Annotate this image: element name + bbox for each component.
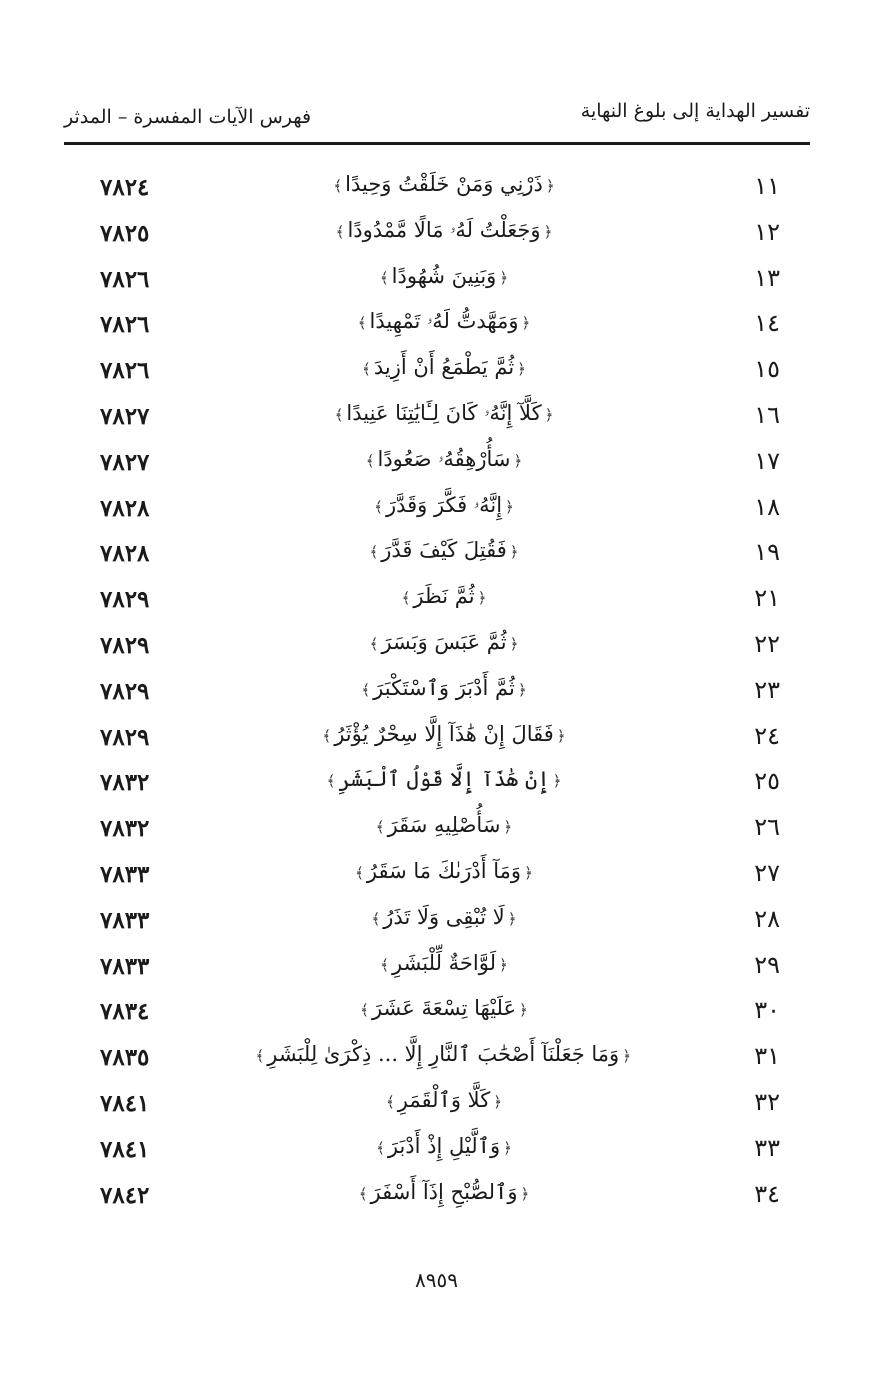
ornate-bracket-close-icon: ﴾ [365,451,375,470]
ornate-bracket-open-icon: ﴿ [545,177,555,195]
verse-number: ١٤ [754,309,780,338]
verse-words: ثُمَّ نَظَرَ [413,584,475,609]
page-reference: ٧٨٢٩ [100,631,150,659]
verse-number: ٢٧ [754,858,780,887]
page-reference: ٧٨٢٨ [100,494,150,522]
verse-index-table [64,166,810,1219]
verse-words: وَبَنِينَ شُهُودًا [391,263,497,288]
verse-number: ٢٦ [754,813,780,842]
section-title: فهرس الآيات المفسرة – المدثر [64,106,312,128]
verse-number: ٢١ [754,584,780,613]
ornate-bracket-close-icon: ﴾ [369,543,379,562]
ornate-bracket-close-icon: ﴾ [369,634,379,653]
ornate-bracket-close-icon: ﴾ [335,222,345,241]
verse-words: ذَرْنِي وَمَنْ خَلَقْتُ وَحِيدًا [345,172,543,196]
verse-words: كَلَّا وَٱلْقَمَرِ [397,1087,491,1112]
page-reference: ٧٨٣٢ [100,815,150,843]
verse-text [254,722,634,746]
ornate-bracket-close-icon: ﴾ [255,1047,265,1066]
page-reference: ٧٨٢٦ [100,265,150,293]
verse-text [254,676,634,700]
verse-number: ٣١ [754,1042,780,1071]
verse-number: ٢٥ [754,767,780,796]
ornate-bracket-open-icon: ﴿ [477,589,487,608]
verse-words: وَٱلَّيْلِ إِذْ أَدْبَرَ [387,1133,501,1158]
page-header [64,96,810,145]
ornate-bracket-close-icon: ﴾ [355,863,364,882]
verse-text [254,1180,634,1204]
verse-number: ١١ [754,172,780,200]
page-reference: ٧٨٢٨ [100,540,150,568]
verse-text [254,401,634,426]
ornate-bracket-open-icon: ﴿ [503,1138,512,1157]
ornate-bracket-close-icon: ﴾ [376,1138,385,1157]
index-row [64,532,810,578]
verse-number: ١٧ [754,446,780,475]
index-row [64,716,810,762]
index-row [64,899,810,945]
page-reference: ٧٨٤٢ [100,1181,150,1209]
ornate-bracket-open-icon: ﴿ [517,680,527,699]
index-row [64,853,810,899]
index-row [64,1036,810,1082]
verse-number: ٣٢ [754,1087,780,1116]
ornate-bracket-close-icon: ﴾ [361,680,371,699]
verse-words: عَلَيْهَا تِسْعَةَ عَشَرَ [371,996,517,1021]
verse-words: إِنَّهُۥ فَكَّرَ وَقَدَّرَ [385,492,503,517]
ornate-bracket-open-icon: ﴿ [509,543,519,562]
ornate-bracket-close-icon: ﴾ [360,1001,369,1020]
verse-words: فَقُتِلَ كَيْفَ قَدَّرَ [381,538,507,563]
index-row [64,945,810,991]
verse-words: كَلَّآ إِنَّهُۥ كَانَ لِـَٔايَٰتِنَا عَنِيدًا [346,400,542,425]
ornate-bracket-open-icon: ﴿ [503,818,513,837]
index-row [64,487,810,533]
verse-words: إِنْ هَٰذَآ إِلَّا قَوْلُ ٱلْبَشَرِ [338,767,550,792]
ornate-bracket-close-icon: ﴾ [333,177,343,195]
ornate-bracket-close-icon: ﴾ [386,1092,395,1111]
ornate-bracket-open-icon: ﴿ [493,1092,502,1111]
ornate-bracket-close-icon: ﴾ [401,589,411,608]
ornate-bracket-open-icon: ﴿ [509,634,519,653]
verse-words: وَمَآ أَدْرَىٰكَ مَا سَقَرُ [366,858,522,883]
verse-text [254,1134,634,1158]
ornate-bracket-close-icon: ﴾ [375,818,385,837]
page-reference: ٧٨٣٣ [100,952,150,980]
page-reference: ٧٨٢٧ [100,402,150,430]
verse-number: ١٨ [754,492,780,521]
verse-words: ثُمَّ عَبَسَ وَبَسَرَ [381,629,507,654]
ornate-bracket-open-icon: ﴿ [519,1001,528,1020]
ornate-bracket-open-icon: ﴿ [505,497,514,516]
page-reference: ٧٨٤١ [100,1089,150,1117]
page-reference: ٧٨٣٣ [100,860,150,888]
verse-number: ١٥ [754,355,780,384]
verse-number: ١٢ [754,217,780,246]
verse-text [254,859,634,883]
ornate-bracket-open-icon: ﴿ [499,955,508,974]
verse-number: ٣٣ [754,1133,780,1162]
ornate-bracket-close-icon: ﴾ [362,360,371,379]
verse-text [254,813,634,837]
ornate-bracket-open-icon: ﴿ [517,360,526,379]
verse-words: وَٱلصُّبْحِ إِذَآ أَسْفَرَ [370,1179,518,1204]
page-reference: ٧٨٣٢ [100,769,150,797]
ornate-bracket-close-icon: ﴾ [374,497,383,516]
verse-words: ثُمَّ أَدْبَرَ وَٱسْتَكْبَرَ [373,675,515,700]
verse-text [254,172,634,196]
page-reference: ٧٨٢٩ [100,677,150,705]
verse-words: وَمَهَّدتُّ لَهُۥ تَمْهِيدًا [369,309,519,334]
index-row [64,761,810,807]
verse-number: ٢٨ [754,904,780,933]
page-reference: ٧٨٢٦ [100,357,150,385]
verse-words: سَأُرْهِقُهُۥ صَعُودًا [377,446,511,471]
verse-words: وَجَعَلْتُ لَهُۥ مَالًا مَّمْدُودًا [347,217,541,242]
ornate-bracket-close-icon: ﴾ [322,726,332,745]
page-reference: ٧٨٢٩ [100,586,150,614]
book-title: تفسير الهداية إلى بلوغ النهاية [580,100,810,122]
verse-words: ثُمَّ يَطْمَعُ أَنْ أَزِيدَ [373,355,515,380]
verse-words: لَوَّاحَةٌ لِّلْبَشَرِ [391,950,496,975]
verse-text [254,996,634,1020]
page-reference: ٧٨٣٤ [100,998,150,1026]
index-row [64,441,810,487]
verse-words: لَا تُبْقِى وَلَا تَذَرُ [383,904,505,929]
verse-text [254,1088,634,1112]
verse-words: فَقَالَ إِنْ هَٰذَآ إِلَّا سِحْرٌ يُؤْثَرُ [334,721,554,746]
page-number: ٨٩٥٩ [415,1268,458,1292]
index-row [64,807,810,853]
verse-number: ١٦ [754,400,780,429]
verse-text [254,951,634,975]
verse-number: ٢٢ [754,629,780,658]
index-row [64,1082,810,1128]
verse-text [254,264,634,288]
verse-text [254,767,634,791]
index-row [64,258,810,304]
verse-text [254,355,634,379]
page-reference: ٧٨٢٥ [100,219,150,247]
index-row [64,166,810,212]
verse-text [254,538,634,562]
index-row [64,1174,810,1220]
verse-text [254,905,634,929]
page-reference: ٧٨٣٣ [100,906,150,934]
verse-number: ٣٠ [754,996,780,1025]
index-row [64,349,810,395]
verse-text [254,630,634,654]
verse-number: ١٣ [754,263,780,292]
ornate-bracket-open-icon: ﴿ [499,268,509,287]
page-reference: ٧٨٢٩ [100,723,150,751]
page-reference: ٧٨٢٦ [100,311,150,339]
ornate-bracket-open-icon: ﴿ [520,1184,530,1203]
ornate-bracket-close-icon: ﴾ [326,772,336,791]
ornate-bracket-open-icon: ﴿ [524,863,533,882]
verse-text [254,493,634,518]
ornate-bracket-open-icon: ﴿ [556,726,566,745]
index-row [64,303,810,349]
ornate-bracket-close-icon: ﴾ [379,268,389,287]
verse-number: ٢٩ [754,950,780,979]
page-reference: ٧٨٢٤ [100,174,150,201]
verse-number: ٣٤ [754,1179,780,1208]
index-row [64,990,810,1036]
ornate-bracket-close-icon: ﴾ [358,1184,368,1203]
verse-text [254,309,634,334]
ornate-bracket-close-icon: ﴾ [357,314,367,333]
verse-number: ٢٤ [754,721,780,750]
index-row [64,1128,810,1174]
verse-number: ٢٣ [754,675,780,704]
verse-text [254,1042,634,1066]
index-row [64,578,810,624]
ornate-bracket-close-icon: ﴾ [371,909,381,928]
verse-words: سَأُصْلِيهِ سَقَرَ [387,813,501,838]
page-reference: ٧٨٣٥ [100,1044,150,1072]
page-reference: ٧٨٤١ [100,1135,150,1163]
ornate-bracket-open-icon: ﴿ [622,1047,631,1066]
page-reference: ٧٨٢٧ [100,448,150,476]
index-row [64,624,810,670]
verse-text [254,584,634,608]
ornate-bracket-close-icon: ﴾ [380,955,389,974]
verse-number: ١٩ [754,538,780,567]
ornate-bracket-open-icon: ﴿ [513,451,523,470]
index-row [64,670,810,716]
ornate-bracket-open-icon: ﴿ [544,405,554,424]
ornate-bracket-open-icon: ﴿ [543,222,553,241]
verse-words: وَمَا جَعَلْنَآ أَصْحَٰبَ ٱلنَّارِ إِلَّا ... ذِكْرَىٰ لِلْبَشَرِ [267,1042,620,1067]
verse-text [254,218,634,243]
verse-text [254,447,634,472]
ornate-bracket-open-icon: ﴿ [507,909,517,928]
ornate-bracket-open-icon: ﴿ [552,772,562,791]
ornate-bracket-close-icon: ﴾ [334,405,344,424]
index-row [64,395,810,441]
index-row [64,212,810,258]
ornate-bracket-open-icon: ﴿ [521,314,531,333]
